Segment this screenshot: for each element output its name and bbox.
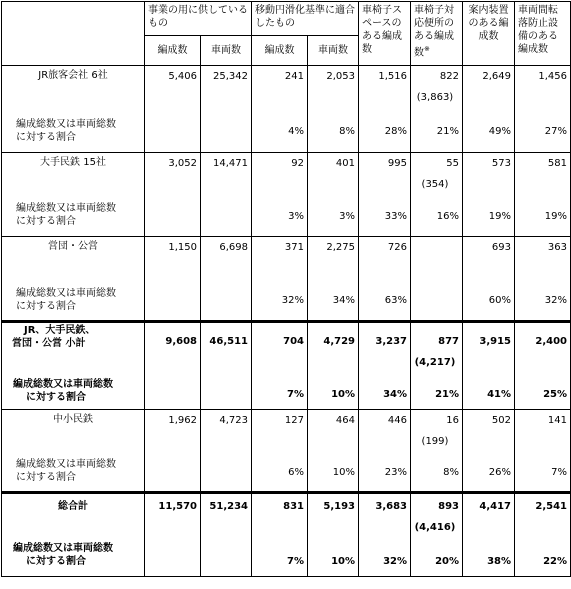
vehicle-accessibility-table bbox=[1, 1, 571, 577]
ratio: 63% bbox=[384, 295, 407, 306]
value: 4,723 bbox=[219, 415, 248, 426]
ratio: 10% bbox=[331, 556, 355, 567]
ratio: 7% bbox=[287, 556, 304, 567]
cell bbox=[463, 66, 515, 153]
value: 5,406 bbox=[168, 71, 197, 82]
row-label-text: 営団・公営 bbox=[48, 241, 98, 252]
ratio-label: 編成総数又は車両総数 bbox=[13, 379, 113, 390]
ratio-label: 編成総数又は車両総数 bbox=[16, 288, 116, 299]
row-label-text: 総合計 bbox=[58, 501, 88, 512]
value: 9,608 bbox=[165, 336, 197, 347]
cell bbox=[145, 153, 201, 237]
ratio: 41% bbox=[487, 389, 511, 400]
row-label-text: JR旅客会社 6社 bbox=[38, 70, 108, 81]
row-label-major-private bbox=[2, 153, 145, 237]
ratio: 8% bbox=[443, 467, 459, 478]
table-row-subtotal bbox=[2, 322, 571, 410]
row-label-text: JR、大手民鉄、 bbox=[24, 325, 96, 336]
ratio: 7% bbox=[287, 389, 304, 400]
value: 995 bbox=[387, 158, 407, 169]
value: 241 bbox=[284, 71, 304, 82]
cell bbox=[308, 66, 359, 153]
cell bbox=[359, 410, 411, 493]
ratio: 6% bbox=[288, 467, 304, 478]
value: 363 bbox=[547, 242, 567, 253]
cell bbox=[145, 237, 201, 322]
cell bbox=[145, 410, 201, 493]
cell bbox=[515, 410, 571, 493]
cell bbox=[201, 493, 252, 577]
sub-header-formations-a: 編成数 bbox=[145, 36, 201, 66]
value: 3,052 bbox=[168, 158, 197, 169]
value: 446 bbox=[387, 415, 407, 426]
ratio: 60% bbox=[488, 295, 511, 306]
cell bbox=[252, 153, 308, 237]
value: 2,053 bbox=[326, 71, 355, 82]
row-label-subtotal bbox=[2, 322, 145, 410]
ratio: 27% bbox=[544, 126, 567, 137]
ratio: 21% bbox=[436, 126, 459, 137]
header-wheelchair-toilet bbox=[411, 2, 463, 66]
toilet-sub-value: (3,863) bbox=[416, 92, 454, 103]
cell bbox=[308, 237, 359, 322]
value: 3,237 bbox=[375, 336, 407, 347]
cell bbox=[145, 66, 201, 153]
ratio-label-2: に対する割合 bbox=[16, 216, 76, 227]
ratio: 4% bbox=[288, 126, 304, 137]
ratio-label: 編成総数又は車両総数 bbox=[13, 543, 113, 554]
cell bbox=[308, 493, 359, 577]
ratio: 25% bbox=[543, 389, 567, 400]
value: 2,275 bbox=[326, 242, 355, 253]
ratio: 20% bbox=[435, 556, 459, 567]
toilet-sub-value: (4,217) bbox=[414, 357, 456, 368]
value: 92 bbox=[291, 158, 304, 169]
value: 581 bbox=[547, 158, 567, 169]
ratio-label-2: に対する割合 bbox=[16, 301, 76, 312]
value: 704 bbox=[283, 336, 304, 347]
cell bbox=[201, 410, 252, 493]
header-in-service: 事業の用に供しているもの bbox=[145, 2, 252, 36]
row-label-jr bbox=[2, 66, 145, 153]
value: 11,570 bbox=[158, 501, 197, 512]
cell bbox=[201, 66, 252, 153]
header-fall-prevention: 車両間転落防止設備のある編成数 bbox=[515, 2, 571, 66]
ratio: 10% bbox=[332, 467, 355, 478]
value: 51,234 bbox=[209, 501, 248, 512]
header-note-mark: ※ bbox=[424, 45, 430, 53]
cell bbox=[411, 493, 463, 577]
ratio: 7% bbox=[551, 467, 567, 478]
value: 1,516 bbox=[378, 71, 407, 82]
header-wheelchair-toilet-text: 車椅子対応便所のある編成数 bbox=[414, 5, 454, 59]
ratio: 23% bbox=[384, 467, 407, 478]
header-compliant: 移動円滑化基準に適合したもの bbox=[252, 2, 359, 36]
value: 16 bbox=[446, 415, 459, 426]
ratio: 34% bbox=[332, 295, 355, 306]
ratio-label: 編成総数又は車両総数 bbox=[16, 203, 116, 214]
sub-header-vehicles-a: 車両数 bbox=[201, 36, 252, 66]
value: 726 bbox=[387, 242, 407, 253]
cell bbox=[252, 322, 308, 410]
cell bbox=[201, 322, 252, 410]
value: 14,471 bbox=[213, 158, 248, 169]
ratio-label: 編成総数又は車両総数 bbox=[16, 459, 116, 470]
cell bbox=[145, 322, 201, 410]
cell bbox=[201, 153, 252, 237]
cell bbox=[359, 237, 411, 322]
cell bbox=[359, 66, 411, 153]
cell bbox=[515, 153, 571, 237]
table-row bbox=[2, 66, 571, 153]
cell bbox=[145, 493, 201, 577]
cell bbox=[252, 66, 308, 153]
ratio: 49% bbox=[488, 126, 511, 137]
ratio-label-2: に対する割合 bbox=[26, 392, 86, 403]
value: 831 bbox=[283, 501, 304, 512]
ratio: 32% bbox=[281, 295, 304, 306]
ratio: 10% bbox=[331, 389, 355, 400]
value: 573 bbox=[491, 158, 511, 169]
row-label-text: 中小民鉄 bbox=[53, 414, 93, 425]
cell bbox=[359, 322, 411, 410]
ratio: 26% bbox=[488, 467, 511, 478]
sub-header-formations-b: 編成数 bbox=[252, 36, 308, 66]
value: 2,541 bbox=[535, 501, 567, 512]
table-row bbox=[2, 410, 571, 493]
cell bbox=[411, 153, 463, 237]
cell bbox=[515, 493, 571, 577]
value: 693 bbox=[491, 242, 511, 253]
header-wheelchair-space: 車椅子スペースのある編成数 bbox=[359, 2, 411, 66]
cell bbox=[359, 153, 411, 237]
ratio-label: 編成総数又は車両総数 bbox=[16, 119, 116, 130]
cell bbox=[359, 493, 411, 577]
ratio: 3% bbox=[339, 211, 355, 222]
row-label-public bbox=[2, 237, 145, 322]
row-label-text-2: 営団・公営 小計 bbox=[12, 338, 86, 349]
cell bbox=[463, 153, 515, 237]
ratio: 28% bbox=[384, 126, 407, 137]
value: 822 bbox=[439, 71, 459, 82]
cell bbox=[201, 237, 252, 322]
value: 6,698 bbox=[219, 242, 248, 253]
cell bbox=[463, 410, 515, 493]
ratio: 34% bbox=[383, 389, 407, 400]
value: 502 bbox=[491, 415, 511, 426]
table-row bbox=[2, 237, 571, 322]
ratio: 32% bbox=[544, 295, 567, 306]
ratio: 19% bbox=[488, 211, 511, 222]
ratio: 22% bbox=[543, 556, 567, 567]
value: 4,729 bbox=[323, 336, 355, 347]
row-label-small-private bbox=[2, 410, 145, 493]
ratio: 21% bbox=[435, 389, 459, 400]
ratio-label-2: に対する割合 bbox=[16, 132, 76, 143]
value: 401 bbox=[335, 158, 355, 169]
toilet-sub-value: (4,416) bbox=[414, 522, 456, 533]
toilet-sub-value: (199) bbox=[421, 436, 449, 447]
value: 1,150 bbox=[168, 242, 197, 253]
cell bbox=[515, 237, 571, 322]
cell bbox=[463, 493, 515, 577]
ratio: 8% bbox=[339, 126, 355, 137]
value: 877 bbox=[438, 336, 459, 347]
value: 893 bbox=[438, 501, 459, 512]
value: 3,683 bbox=[375, 501, 407, 512]
table-row-total bbox=[2, 493, 571, 577]
value: 127 bbox=[284, 415, 304, 426]
cell bbox=[411, 322, 463, 410]
value: 371 bbox=[284, 242, 304, 253]
cell bbox=[463, 237, 515, 322]
value: 2,400 bbox=[535, 336, 567, 347]
cell bbox=[515, 322, 571, 410]
ratio: 16% bbox=[436, 211, 459, 222]
table-row bbox=[2, 153, 571, 237]
ratio-label-2: に対する割合 bbox=[16, 472, 76, 483]
value: 1,456 bbox=[538, 71, 567, 82]
ratio-label-2: に対する割合 bbox=[26, 556, 86, 567]
cell bbox=[308, 153, 359, 237]
cell bbox=[252, 410, 308, 493]
value: 464 bbox=[335, 415, 355, 426]
value: 2,649 bbox=[482, 71, 511, 82]
sub-header-vehicles-b: 車両数 bbox=[308, 36, 359, 66]
toilet-sub-value: (354) bbox=[421, 179, 449, 190]
header-corner bbox=[2, 2, 145, 66]
cell bbox=[252, 237, 308, 322]
cell bbox=[308, 322, 359, 410]
row-label-total bbox=[2, 493, 145, 577]
value: 46,511 bbox=[209, 336, 248, 347]
value: 4,417 bbox=[479, 501, 511, 512]
value: 141 bbox=[547, 415, 567, 426]
cell bbox=[308, 410, 359, 493]
ratio: 38% bbox=[487, 556, 511, 567]
ratio: 33% bbox=[384, 211, 407, 222]
cell bbox=[411, 410, 463, 493]
header-guidance: 案内装置のある編成数 bbox=[463, 2, 515, 66]
value: 1,962 bbox=[168, 415, 197, 426]
value: 55 bbox=[446, 158, 459, 169]
ratio: 32% bbox=[383, 556, 407, 567]
cell bbox=[463, 322, 515, 410]
value: 3,915 bbox=[479, 336, 511, 347]
row-label-text: 大手民鉄 15社 bbox=[40, 157, 106, 168]
value: 25,342 bbox=[213, 71, 248, 82]
cell bbox=[411, 237, 463, 322]
cell bbox=[515, 66, 571, 153]
value: 5,193 bbox=[323, 501, 355, 512]
cell bbox=[411, 66, 463, 153]
ratio: 19% bbox=[544, 211, 567, 222]
ratio: 3% bbox=[288, 211, 304, 222]
cell bbox=[252, 493, 308, 577]
